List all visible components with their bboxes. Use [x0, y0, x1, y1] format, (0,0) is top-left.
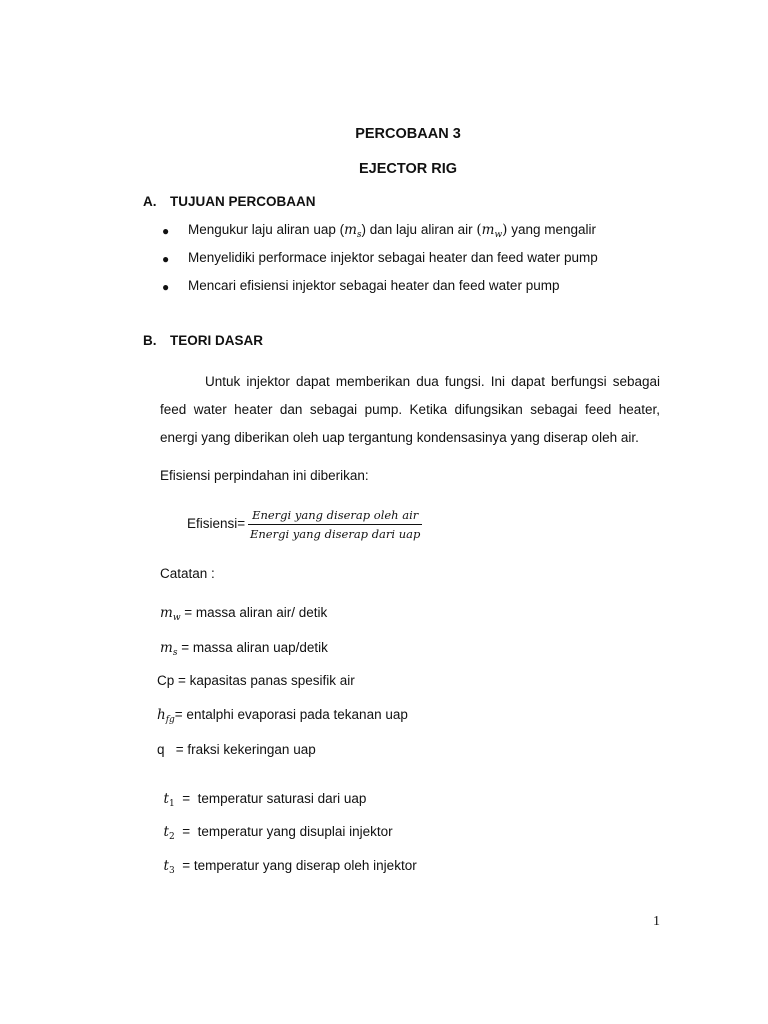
- notes-heading: Catatan :: [160, 566, 215, 581]
- note-mw: $m_w$ = massa aliran air/ detik: [160, 605, 328, 623]
- section-b-heading: TEORI DASAR: [170, 333, 264, 348]
- fraction-denominator: Energi yang diserap dari uap: [250, 527, 421, 541]
- note-t3: $t_3$ = temperatur yang diserap oleh injektor: [163, 858, 417, 876]
- efficiency-intro: Efisiensi perpindahan ini diberikan:: [160, 468, 369, 483]
- bullet-item-2: Menyelidiki performace injektor sebagai heater dan feed water pump: [188, 250, 598, 265]
- section-b-marker: B.: [143, 333, 157, 348]
- note-q: q = fraksi kekeringan uap: [157, 742, 316, 757]
- bullet-dot: ●: [162, 224, 170, 238]
- page-number: 1: [653, 914, 660, 929]
- paragraph-line: energi yang diberikan oleh uap tergantung kondensasinya yang diserap oleh air.: [160, 430, 639, 445]
- section-a-marker: A.: [143, 194, 157, 209]
- document-subtitle: EJECTOR RIG: [358, 161, 458, 177]
- note-t2: $t_2$ = temperatur yang disuplai injektor: [163, 824, 393, 842]
- paragraph-line: Untuk injektor dapat memberikan dua fungsi. Ini dapat berfungsi sebagai: [205, 374, 660, 389]
- note-hfg: $h_{fg}=$ entalphi evaporasi pada tekanan uap: [157, 707, 408, 725]
- section-a-heading: TUJUAN PERCOBAAN: [170, 194, 316, 209]
- paragraph-line: feed water heater dan sebagai pump. Ketika difungsikan sebagai feed heater,: [160, 402, 660, 417]
- note-cp: Cp = kapasitas panas spesifik air: [157, 673, 355, 688]
- bullet-item-1: Mengukur laju aliran uap $(m_s)$ dan laju aliran air $(m_w)$ yang mengalir: [188, 222, 596, 240]
- bullet-dot: ●: [162, 252, 170, 266]
- fraction-numerator: Energi yang diserap oleh air: [252, 508, 419, 522]
- document-title: PERCOBAAN 3: [355, 126, 461, 142]
- bullet-dot: ●: [162, 280, 170, 294]
- theory-paragraph: [160, 368, 660, 452]
- note-t1: $t_1$ = temperatur saturasi dari uap: [163, 791, 367, 809]
- formula-label: Efisiensi=: [187, 516, 246, 531]
- note-ms: $m_s$ = massa aliran uap/detik: [160, 640, 328, 658]
- efficiency-fraction: [248, 508, 422, 541]
- bullet-item-3: Mencari efisiensi injektor sebagai heater dan feed water pump: [188, 278, 560, 293]
